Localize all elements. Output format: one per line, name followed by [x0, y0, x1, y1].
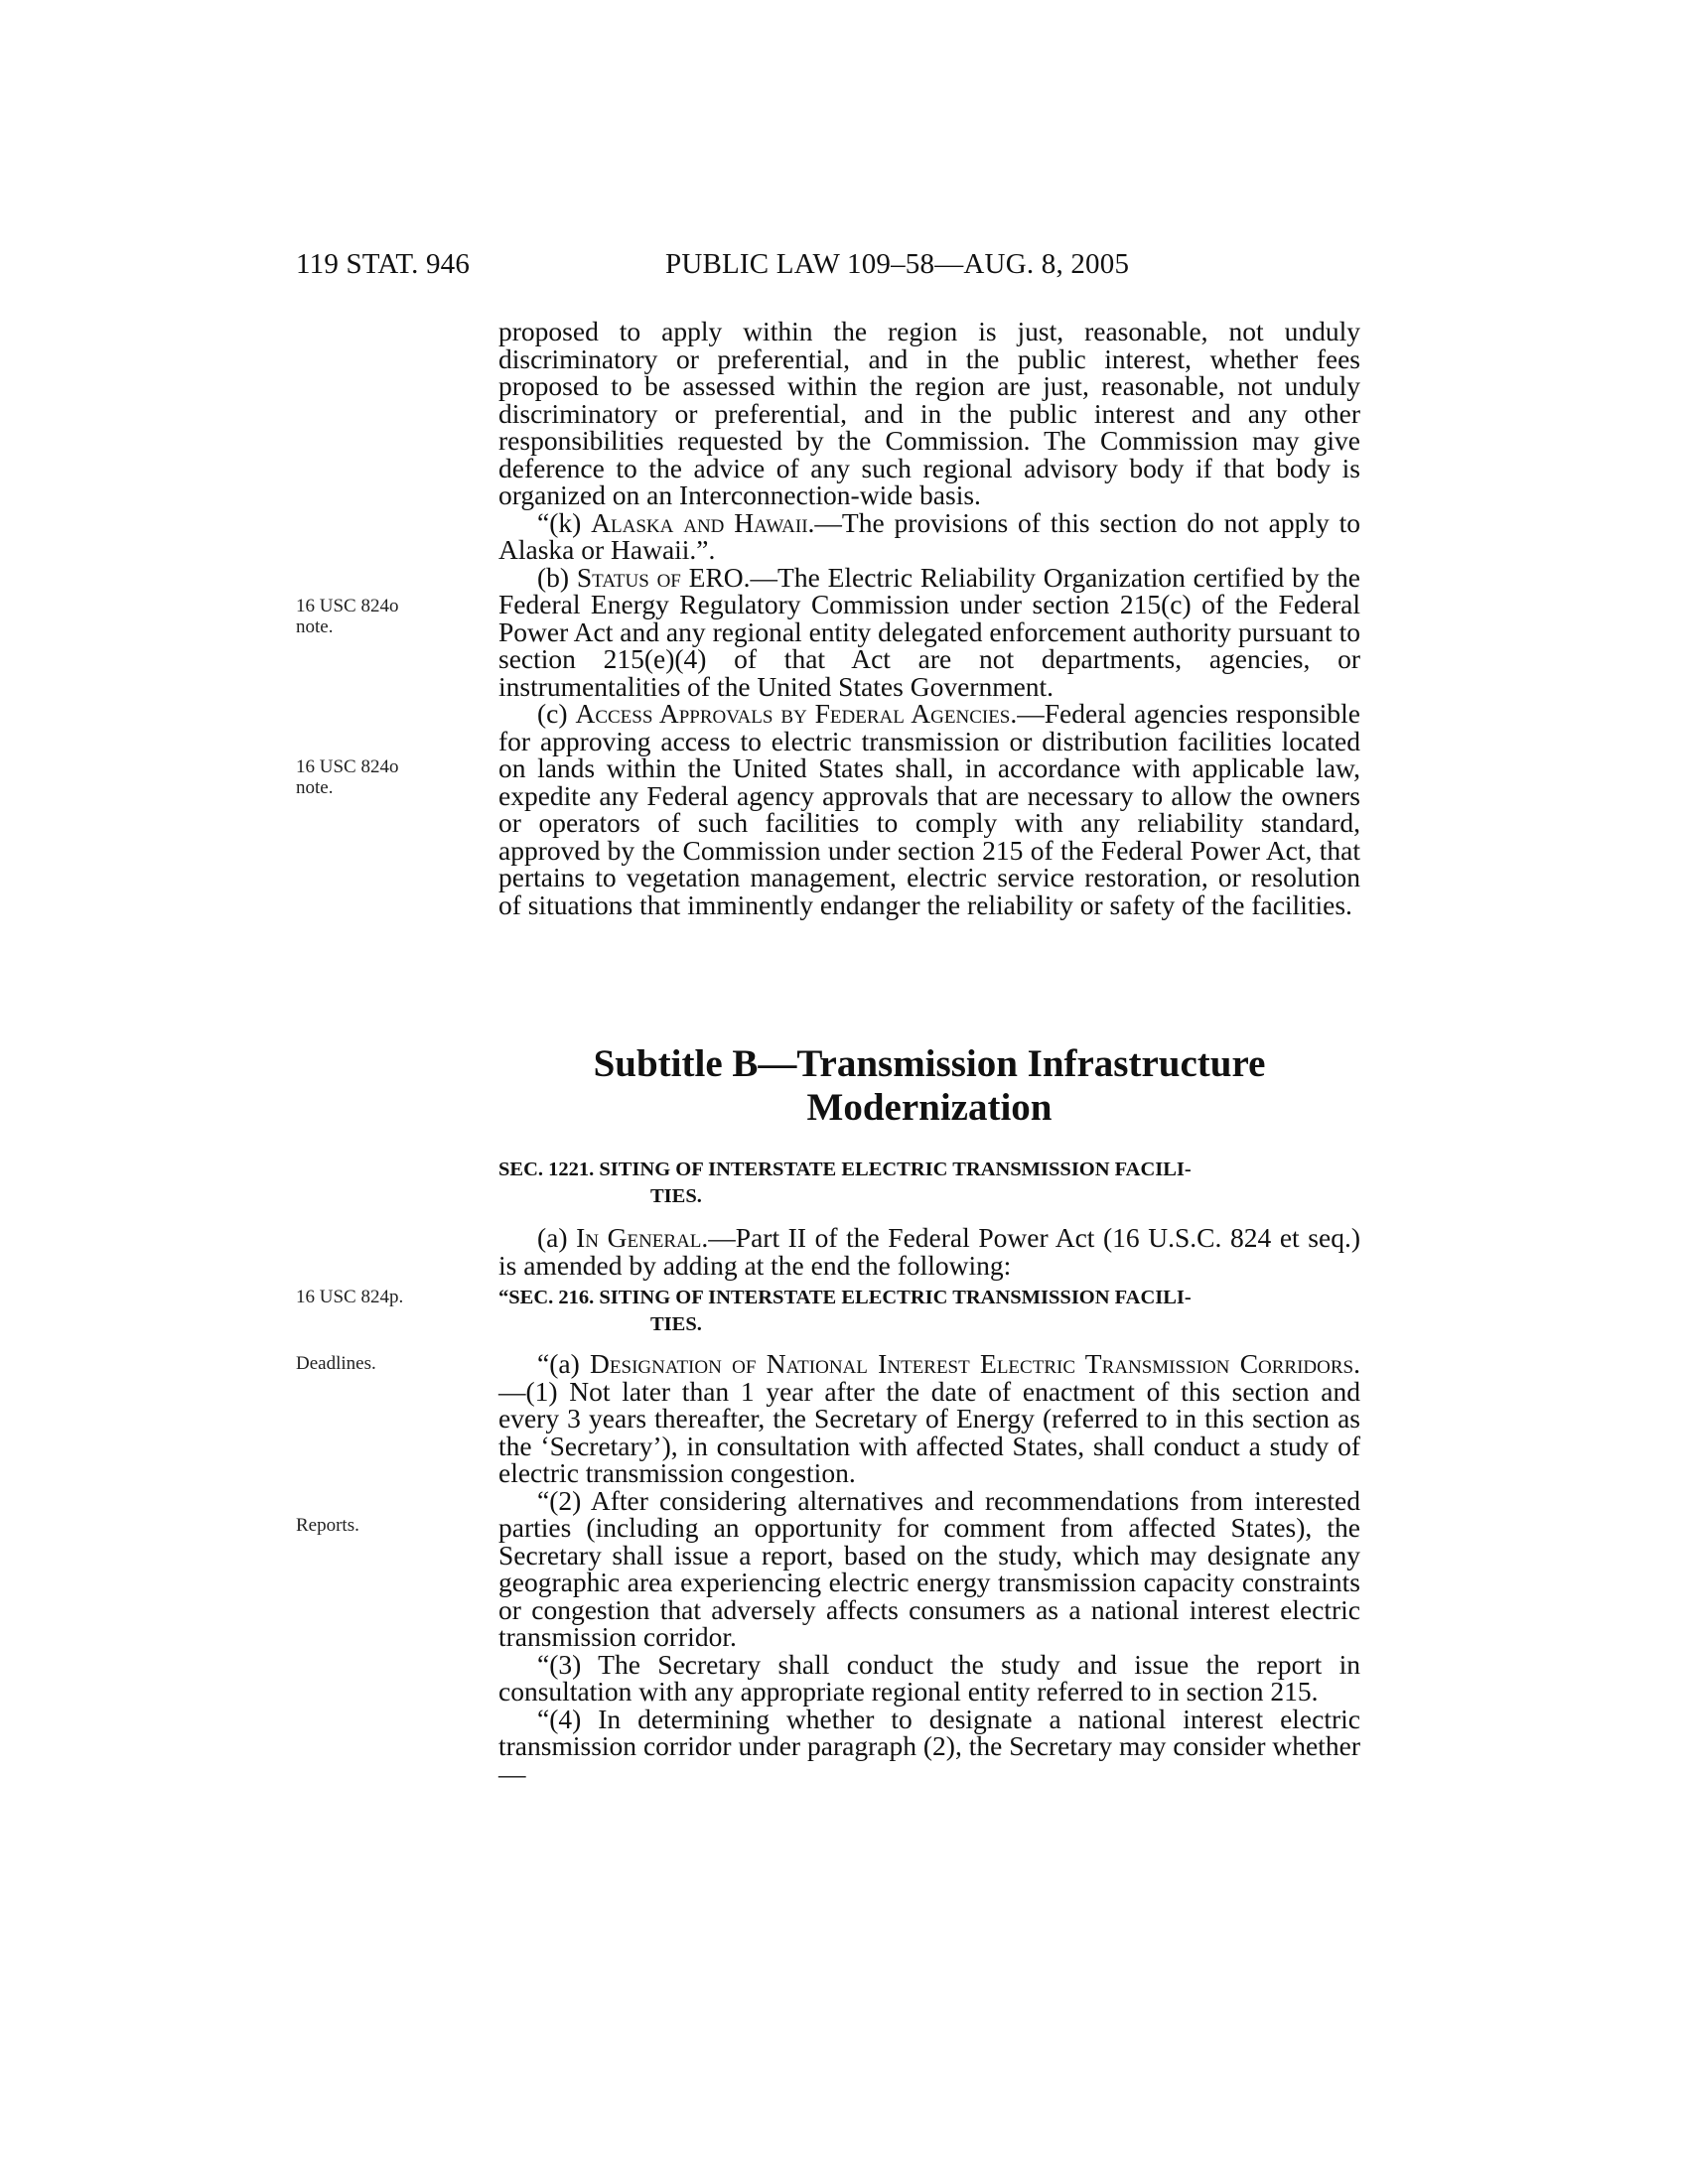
page-stat-number: 119 STAT. 946: [296, 248, 471, 280]
section-heading-line-2: TIES.: [650, 1185, 702, 1207]
section-216-heading: [498, 1285, 1360, 1338]
margin-note-usc-1: [296, 596, 398, 637]
section-text-block: [498, 318, 1360, 918]
paragraph-c: (c) Access Approvals by Federal Agencies.—Federal agencies responsible for approving access to electric transmission or distribution facilities located on lands within the United States shall, in accordance with applicable law, expedite any Federal agency approvals that are necessary to allow the owners or operators of such facilities to comply with any reliability standard, approved by the Commission under section 215 of the Federal Power Act, that pertains to vegetation management, electric service restoration, or resolution of situations that imminently endanger the reliability or safety of the facilities.: [498, 698, 1360, 920]
section-1221-text: [498, 1224, 1360, 1279]
section-heading-line-1: “SEC. 216. SITING OF INTERSTATE ELECTRIC TRANSMISSION FACILI-: [498, 1287, 1192, 1308]
margin-note-citation: 16 USC 824o: [296, 756, 399, 777]
margin-note-suffix: note.: [296, 777, 334, 798]
paragraph-216-a-2: “(2) After considering alternatives and recommendations from interested parties (including an opportunity for comment from affected States), the Secretary shall issue a report, based on the study, which may designate any geographic area experiencing electric energy transmission capacity constraints or congestion that adversely affects consumers as a national interest electric transmission corridor.: [498, 1484, 1360, 1652]
paragraph-k: “(k) Alaska and Hawaii.—The provisions of this section do not apply to Alaska or Hawaii.”.: [498, 506, 1360, 565]
paragraph-216-a: “(a) Designation of National Interest Electric Transmission Corridors.—(1) Not later than 1 year after the date of enactment of this section and every 3 years thereafter, the Secretary of Energy (referred to in this section as the ‘Secretary’), in consultation with affected States, shall conduct a study of electric transmission congestion.: [498, 1348, 1360, 1488]
paragraph-heading: In General: [576, 1222, 702, 1253]
section-216-text: [498, 1350, 1360, 1787]
paragraph-continued: proposed to apply within the region is just, reasonable, not unduly discriminatory or preferential, and in the public interest, whether fees proposed to be assessed within the region are just, reasonable, not unduly discriminatory or preferential, and in the public interest and any other responsibilities requested by the Commission. The Commission may give deference to the advice of any such regional advisory body if that body is organized on an Interconnection-wide basis.: [498, 316, 1360, 510]
subtitle-line-2: Modernization: [806, 1086, 1053, 1129]
subtitle-line-1: Subtitle B—Transmission Infrastructure: [593, 1042, 1266, 1085]
section-heading-line-2: TIES.: [650, 1313, 702, 1335]
section-1221-heading: [498, 1157, 1360, 1210]
paragraph-heading: Status of ERO: [576, 561, 744, 593]
margin-note-usc-3: 16 USC 824p.: [296, 1287, 404, 1307]
paragraph-heading: Designation of National Interest Electric Transmission Corridors: [590, 1348, 1354, 1379]
section-heading-line-1: SEC. 1221. SITING OF INTERSTATE ELECTRIC TRANSMISSION FACILI-: [498, 1159, 1192, 1180]
paragraph-216-a-3: “(3) The Secretary shall conduct the study and issue the report in consultation with any appropriate regional entity referred to in section 215.: [498, 1648, 1360, 1706]
paragraph-a-in-general: (a) In General.—Part II of the Federal Power Act (16 U.S.C. 824 et seq.) is amended by adding at the end the following:: [498, 1222, 1360, 1281]
margin-note-deadlines: Deadlines.: [296, 1353, 376, 1374]
subtitle-heading: [498, 1042, 1360, 1130]
page-running-title: PUBLIC LAW 109–58—AUG. 8, 2005: [665, 248, 1130, 280]
margin-note-reports: Reports.: [296, 1515, 359, 1536]
margin-note-usc-2: [296, 756, 398, 798]
paragraph-b: (b) Status of ERO.—The Electric Reliability Organization certified by the Federal Energy Regulatory Commission under section 215(c) of the Federal Power Act and any regional entity delegated enforcement authority pursuant to section 215(e)(4) of that Act are not departments, agencies, or instrumentalities of the United States Government.: [498, 561, 1360, 702]
margin-note-suffix: note.: [296, 616, 334, 637]
paragraph-heading: Alaska and Hawaii: [591, 506, 808, 538]
margin-note-citation: 16 USC 824o: [296, 596, 399, 616]
paragraph-heading: Access Approvals by Federal Agencies: [575, 698, 1011, 729]
paragraph-216-a-4: “(4) In determining whether to designate a national interest electric transmission corridor under paragraph (2), the Secretary may consider whether—: [498, 1703, 1360, 1789]
